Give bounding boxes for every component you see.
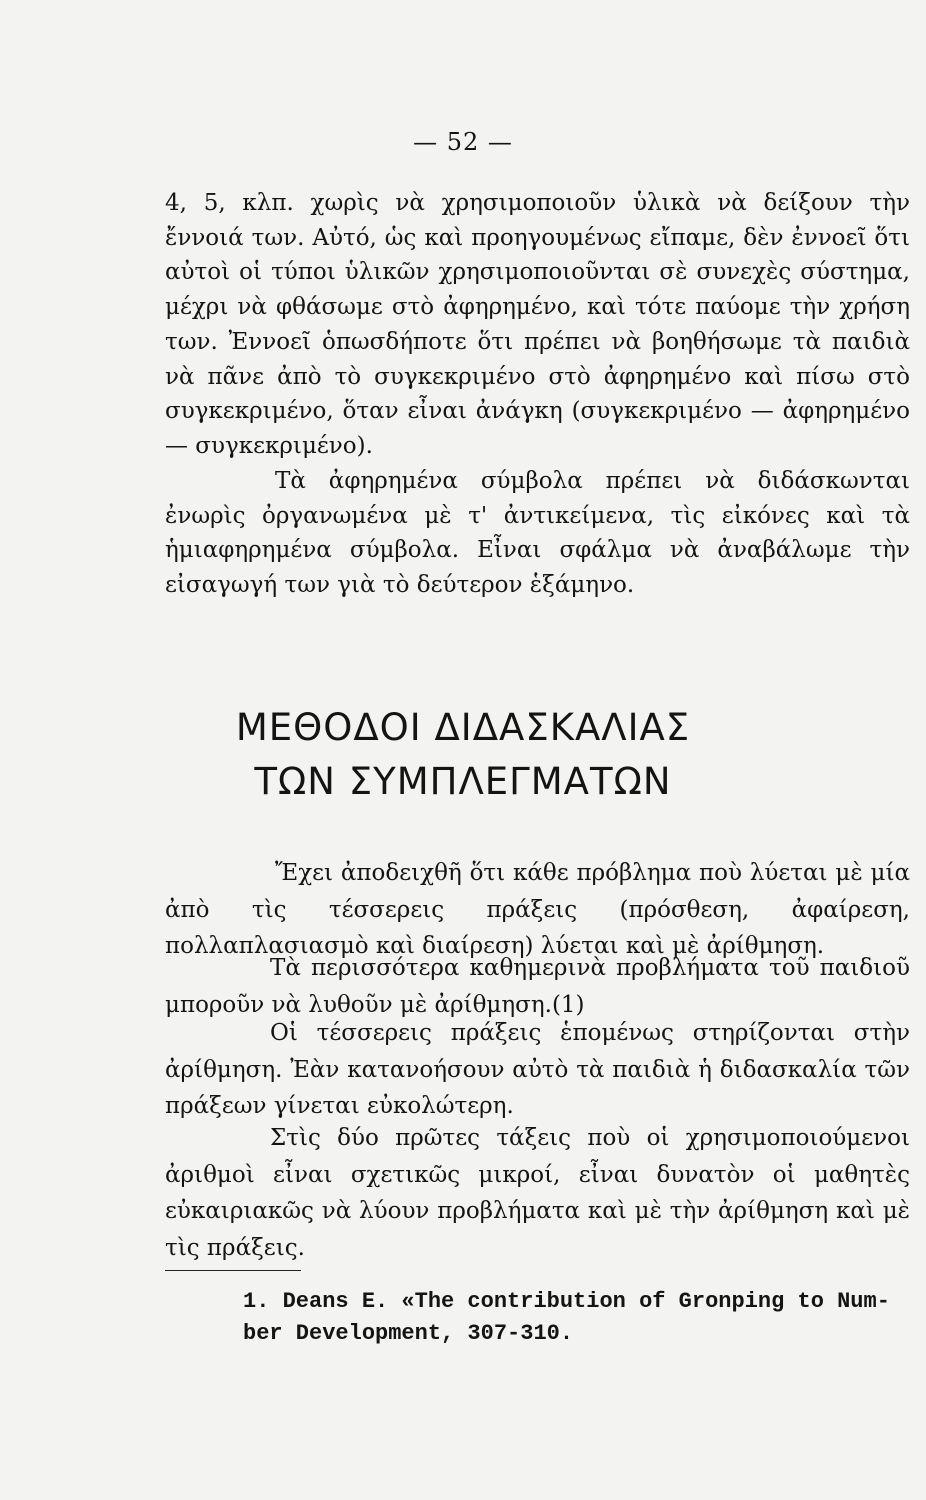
section-heading-line-1: ΜΕΘΟΔΟΙ ΔΙΔΑΣΚΑΛΙΑΣ bbox=[235, 706, 691, 749]
paragraph-first-two-grades: Στὶς δύο πρῶτες τάξεις ποὺ οἱ χρησιμοποιούμενοι ἀριθμοὶ εἶναι σχετικῶς μικροί, εἶναι δυνατὸν οἱ μαθητὲς εὐκαιριακῶς νὰ λύουν προβλήματα καὶ μὲ τὴν ἀρίθμηση καὶ μὲ τὶς πράξεις. bbox=[165, 1125, 910, 1261]
footnote-line-2: ber Development, 307-310. bbox=[243, 1321, 574, 1346]
footnote bbox=[243, 1286, 913, 1350]
paragraph-four-operations: Ἔχει ἀποδειχθῆ ὅτι κάθε πρόβλημα ποὺ λύεται μὲ μία ἀπὸ τὶς τέσσερεις πράξεις (πρόσθεση, ἀφαίρεση, πολλαπλασιασμὸ καὶ διαίρεση) λύεται καὶ μὲ ἀρίθμηση. bbox=[165, 860, 910, 959]
paragraph-operations-counting: Οἱ τέσσερεις πράξεις ἑπομένως στηρίζονται στὴν ἀρίθμηση. Ἐὰν κατανοήσουν αὐτὸ τὰ παιδιὰ ἡ διδασκαλία τῶν πράξεων γίνεται εὐκολώτερη. bbox=[165, 1020, 910, 1119]
footnote-line-1: 1. Deans E. «The contribution of Gronping to Num- bbox=[243, 1289, 890, 1314]
paragraph-daily-problems: Τὰ περισσότερα καθημερινὰ προβλήματα τοῦ παιδιοῦ μποροῦν νὰ λυθοῦν μὲ ἀρίθμηση.(1) bbox=[165, 955, 910, 1018]
paragraph-abstract-symbols: Τὰ ἀφηρημένα σύμβολα πρέπει νὰ διδάσκωνται ἐνωρὶς ὀργανωμένα μὲ τ' ἀντικείμενα, τὶς εἰκόνες καὶ τὰ ἡμιαφηρημένα σύμβολα. Εἶναι σφάλμα νὰ ἀναβάλωμε τὴν εἰσαγωγή των γιὰ τὸ δεύτερον ἑξάμηνο. bbox=[165, 468, 910, 599]
paragraph-concrete-abstract: 4, 5, κλπ. χωρὶς νὰ χρησιμοποιοῦν ὑλικὰ νὰ δείξουν τὴν ἔννοιά των. Αὐτό, ὡς καὶ προηγουμένως εἴπαμε, δὲν ἐννοεῖ ὅτι αὐτοὶ οἱ τύποι ὑλικῶν χρησιμοποιοῦνται σὲ συνεχὲς σύστημα, μέχρι νὰ φθάσωμε στὸ ἀφηρημένο, καὶ τότε παύομε τὴν χρήση των. Ἐννοεῖ ὁπωσδήποτε ὅτι πρέπει νὰ βοηθήσωμε τὰ παιδιὰ νὰ πᾶνε ἀπὸ τὸ συγκεκριμένο στὸ ἀφηρημένο καὶ πίσω στὸ συγκεκριμένο, ὅταν εἶναι ἀνάγκη (συγκεκριμένο — ἀφηρημένο — συγκεκριμένο). bbox=[165, 190, 910, 459]
page-number: — 52 — bbox=[413, 128, 513, 156]
section-heading-line-2: ΤΩΝ ΣΥΜΠΛΕΓΜΑΤΩΝ bbox=[254, 760, 672, 803]
footnote-divider bbox=[165, 1270, 301, 1271]
